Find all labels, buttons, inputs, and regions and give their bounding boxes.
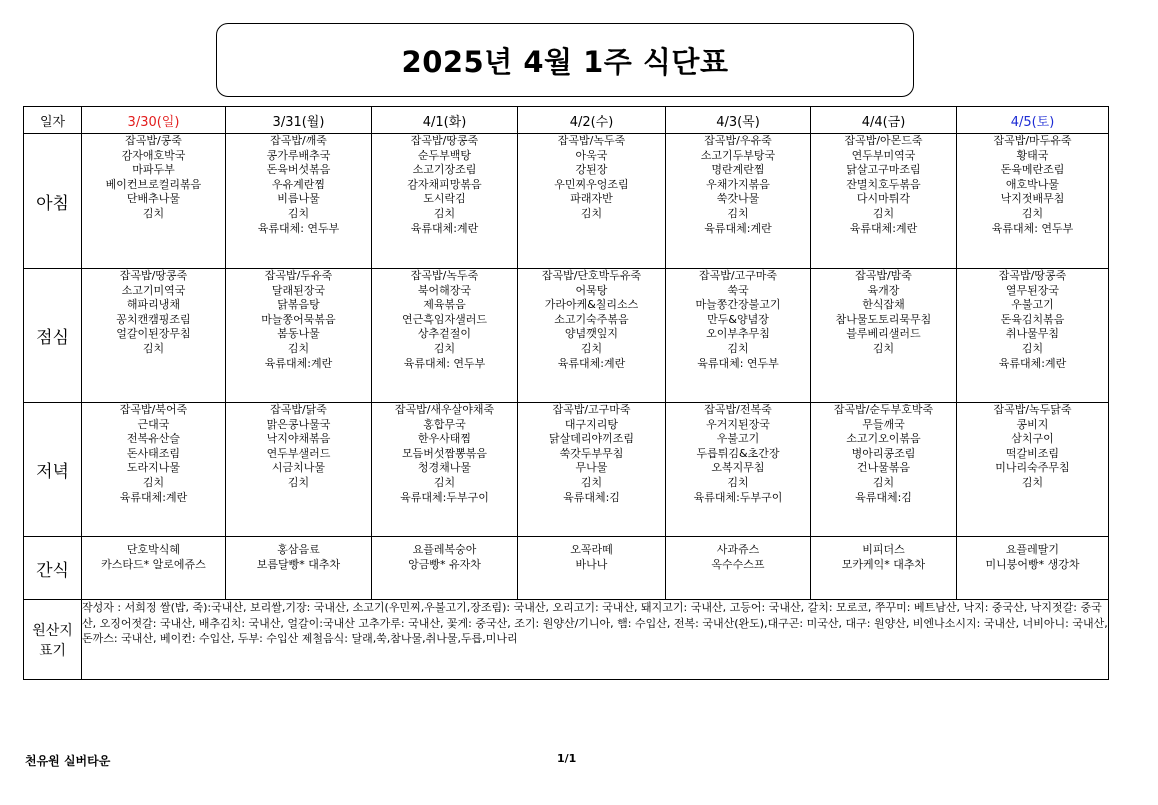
menu-item: 돈육버섯볶음	[266, 163, 331, 177]
menu-cell	[957, 403, 1109, 537]
menu-item: 마늘쫑간장불고기	[695, 298, 781, 312]
menu-item: 육류대체:계란	[704, 221, 772, 235]
menu-item: 제육볶음	[423, 298, 466, 312]
menu-item: 무나물	[575, 461, 608, 475]
menu-item: 미니붕어빵* 생강차	[985, 557, 1080, 571]
menu-item: 두릅튀김&초간장	[696, 446, 780, 460]
menu-item: 사과쥬스	[716, 543, 760, 556]
menu-item: 참나물도토리묵무침	[835, 312, 932, 326]
menu-item: 잡곡밥/우유죽	[704, 134, 772, 147]
menu-item: 낙지젓배무침	[1000, 192, 1065, 206]
menu-item: 잡곡밥/전복죽	[704, 403, 772, 416]
menu-item: 도시락김	[423, 192, 466, 206]
menu-item: 블루베리샐러드	[846, 327, 921, 341]
menu-item: 잡곡밥/마두유죽	[993, 134, 1072, 147]
menu-item: 취나물무침	[1005, 327, 1060, 341]
menu-item: 육류대체:김	[855, 490, 912, 504]
menu-item: 애호박나물	[1005, 177, 1060, 191]
menu-item: 잡곡밥/닭죽	[270, 403, 327, 416]
day-header-thu: 4/3(목)	[666, 107, 811, 134]
menu-item: 홍합무국	[423, 417, 466, 431]
menu-item: 육류대체:계란	[119, 490, 188, 504]
menu-item: 잡곡밥/고구마죽	[552, 403, 631, 416]
menu-item: 강된장	[575, 163, 608, 177]
menu-item: 육류대체: 연두부	[991, 221, 1074, 235]
menu-item: 무들깨국	[862, 417, 905, 431]
menu-item: 마파두부	[132, 163, 175, 177]
menu-item: 우불고기	[1011, 298, 1054, 312]
menu-cell	[666, 134, 811, 269]
menu-item: 김치	[727, 475, 749, 489]
menu-item: 육류대체:계란	[998, 356, 1067, 370]
menu-item: 오이부추무침	[706, 327, 770, 341]
menu-cell	[226, 134, 372, 269]
menu-cell	[226, 269, 372, 403]
menu-item: 잔멸치호두볶음	[846, 177, 921, 191]
menu-item: 북어해장국	[417, 283, 472, 297]
origin-row	[24, 600, 1109, 680]
menu-item: 돈사태조림	[126, 446, 181, 460]
day-header-fri: 4/4(금)	[811, 107, 957, 134]
menu-cell	[811, 537, 957, 600]
menu-item: 육류대체:계란	[410, 221, 479, 235]
menu-cell	[666, 403, 811, 537]
menu-item: 미나리숙주무침	[995, 461, 1070, 475]
menu-item: 닭볶음탕	[277, 298, 320, 312]
menu-item: 김치	[1021, 475, 1044, 489]
menu-item: 비피더스	[862, 543, 905, 556]
menu-item: 파래자반	[570, 192, 613, 206]
menu-item: 삼치구이	[1011, 432, 1054, 446]
menu-cell	[957, 537, 1109, 600]
menu-item: 육류대체:계란	[849, 221, 918, 235]
menu-cell	[518, 269, 666, 403]
menu-item: 시금치나물	[271, 461, 326, 475]
menu-cell	[372, 537, 518, 600]
menu-item: 김치	[872, 475, 895, 489]
menu-item: 김치	[580, 475, 603, 489]
date-label: 일자	[24, 107, 82, 134]
menu-item: 오꼭라떼	[570, 543, 613, 556]
menu-item: 떡갈비조림	[1005, 446, 1060, 460]
menu-item: 꽁치캔캠핑조림	[116, 312, 191, 326]
menu-cell	[82, 537, 226, 600]
menu-item: 김치	[287, 206, 310, 220]
menu-item: 콩가루배추국	[266, 148, 331, 162]
menu-item: 달래된장국	[271, 283, 326, 297]
menu-item: 닭살데리야끼조림	[548, 432, 634, 446]
menu-item: 육류대체: 연두부	[697, 356, 779, 370]
menu-cell	[957, 134, 1109, 269]
menu-item: 명란계란찜	[711, 163, 765, 177]
menu-cell	[666, 269, 811, 403]
menu-item: 한식잡채	[862, 298, 905, 312]
menu-item: 닭살고구마조림	[846, 163, 921, 177]
meal-row-lunch	[24, 269, 1109, 403]
menu-table	[23, 106, 1109, 680]
menu-cell	[226, 403, 372, 537]
menu-item: 모카케익* 대추차	[841, 557, 926, 571]
menu-cell	[957, 269, 1109, 403]
menu-item: 김치	[727, 341, 749, 355]
day-header-sat: 4/5(토)	[957, 107, 1109, 134]
menu-item: 잡곡밥/녹두닭죽	[993, 403, 1072, 416]
menu-cell	[811, 269, 957, 403]
menu-item: 잡곡밥/두유죽	[264, 269, 333, 282]
menu-item: 잡곡밥/땅콩죽	[410, 134, 479, 147]
menu-item: 육류대체:계란	[557, 356, 626, 370]
meal-label-dinner: 저녁	[24, 403, 82, 537]
menu-cell	[82, 269, 226, 403]
menu-item: 소고기숙주볶음	[554, 312, 629, 326]
menu-item: 잡곡밥/땅콩죽	[119, 269, 188, 282]
menu-item: 콩비지	[1016, 417, 1049, 431]
menu-item: 돈육메란조림	[1000, 163, 1065, 177]
menu-item: 도라지나물	[126, 461, 181, 475]
menu-item: 김치	[872, 206, 895, 220]
menu-cell	[82, 134, 226, 269]
menu-item: 김치	[433, 475, 456, 489]
menu-item: 김치	[727, 206, 749, 220]
menu-item: 잡곡밥/단호박두유죽	[541, 269, 642, 282]
menu-item: 오복지무침	[711, 461, 765, 475]
meal-label-breakfast: 아침	[24, 134, 82, 269]
menu-item: 근대국	[137, 417, 170, 431]
menu-item: 감자채피망볶음	[407, 177, 482, 191]
menu-item: 청경채나물	[417, 461, 472, 475]
menu-item: 육류대체:김	[563, 490, 620, 504]
menu-item: 카스타드* 알로에쥬스	[101, 557, 206, 571]
menu-cell	[811, 134, 957, 269]
menu-item: 육류대체: 연두부	[257, 221, 340, 235]
menu-item: 전복유산슬	[126, 432, 181, 446]
menu-item: 김치	[580, 206, 603, 220]
menu-item: 요플레딸기	[1005, 543, 1060, 556]
origin-label: 원산지 표기	[24, 600, 82, 680]
menu-item: 마늘쫑어묵볶음	[261, 312, 336, 326]
menu-item: 건나물볶음	[856, 461, 911, 475]
menu-item: 김치	[433, 341, 456, 355]
menu-item: 앙금빵* 유자차	[408, 557, 481, 571]
menu-item: 김치	[142, 475, 165, 489]
menu-item: 잡곡밥/순두부호박죽	[833, 403, 934, 416]
menu-cell	[518, 403, 666, 537]
menu-item: 육류대체:두부구이	[400, 490, 489, 504]
menu-item: 우불고기	[716, 432, 760, 446]
menu-cell	[518, 537, 666, 600]
menu-item: 연두부샐러드	[266, 446, 331, 460]
menu-item: 순두부백탕	[417, 148, 472, 162]
menu-item: 열무된장국	[1005, 283, 1060, 297]
menu-item: 잡곡밥/콩죽	[125, 134, 182, 147]
menu-item: 김치	[142, 206, 165, 220]
menu-item: 김치	[1021, 341, 1044, 355]
menu-item: 잡곡밥/북어죽	[119, 403, 188, 416]
header-row	[24, 107, 1109, 134]
menu-item: 감자애호박국	[121, 148, 186, 162]
menu-item: 단배추나물	[126, 192, 181, 206]
menu-item: 잡곡밥/녹두죽	[557, 134, 626, 147]
menu-item: 어묵탕	[575, 283, 608, 297]
meal-row-snack	[24, 537, 1109, 600]
page-title: 2025년 4월 1주 식단표	[401, 44, 729, 79]
menu-cell	[666, 537, 811, 600]
menu-item: 잡곡밥/녹두죽	[410, 269, 479, 282]
menu-item: 비름나물	[277, 192, 320, 206]
menu-item: 해파리냉채	[126, 298, 181, 312]
menu-item: 옥수수스프	[711, 557, 765, 571]
menu-item: 황태국	[1016, 148, 1049, 162]
menu-item: 우거지된장국	[706, 417, 770, 431]
meal-row-breakfast	[24, 134, 1109, 269]
menu-item: 봄동나물	[277, 327, 320, 341]
title-box	[216, 23, 914, 97]
menu-item: 가라아케&칠리소스	[544, 298, 639, 312]
footer-page-number: 1/1	[557, 752, 577, 765]
menu-item: 김치	[287, 341, 310, 355]
menu-item: 잡곡밥/깨죽	[270, 134, 327, 147]
menu-item: 바나나	[575, 557, 608, 571]
menu-cell	[372, 134, 518, 269]
menu-cell	[811, 403, 957, 537]
menu-item: 김치	[142, 341, 165, 355]
day-header-mon: 3/31(월)	[226, 107, 372, 134]
menu-item: 육류대체: 연두부	[403, 356, 486, 370]
menu-item: 잡곡밥/밤죽	[855, 269, 912, 282]
menu-item: 소고기두부탕국	[700, 148, 776, 162]
menu-item: 연근흑임자샐러드	[401, 312, 487, 326]
menu-item: 병아리콩조림	[851, 446, 916, 460]
menu-item: 홍삼음료	[277, 543, 320, 556]
menu-item: 잡곡밥/땅콩죽	[998, 269, 1067, 282]
menu-item: 김치	[872, 341, 895, 355]
day-header-sun: 3/30(일)	[82, 107, 226, 134]
menu-item: 육류대체:두부구이	[693, 490, 783, 504]
menu-item: 얼갈이된장무침	[116, 327, 191, 341]
menu-item: 육류대체:계란	[264, 356, 333, 370]
menu-item: 단호박식혜	[126, 543, 181, 556]
menu-item: 맑은콩나물국	[266, 417, 331, 431]
menu-cell	[372, 269, 518, 403]
meal-label-lunch: 점심	[24, 269, 82, 403]
menu-item: 만두&양념장	[707, 312, 769, 326]
footer-org: 천유원 실버타운	[25, 754, 111, 768]
menu-item: 베이컨브로컬리볶음	[105, 177, 202, 191]
menu-item: 김치	[433, 206, 456, 220]
menu-item: 연두부미역국	[851, 148, 916, 162]
menu-item: 돈육김치볶음	[1000, 312, 1065, 326]
menu-item: 잡곡밥/새우살야채죽	[394, 403, 495, 416]
menu-item: 한우사태찜	[417, 432, 472, 446]
menu-item: 우유계란찜	[271, 177, 326, 191]
menu-item: 잡곡밥/고구마죽	[698, 269, 778, 282]
menu-item: 김치	[287, 475, 310, 489]
menu-item: 소고기장조림	[412, 163, 477, 177]
menu-item: 양념깻잎지	[564, 327, 619, 341]
menu-cell	[226, 537, 372, 600]
menu-item: 잡곡밥/아몬드죽	[844, 134, 923, 147]
menu-cell	[518, 134, 666, 269]
day-header-tue: 4/1(화)	[372, 107, 518, 134]
menu-item: 낙지야채볶음	[266, 432, 331, 446]
menu-item: 소고기오이볶음	[846, 432, 921, 446]
menu-item: 소고기미역국	[121, 283, 186, 297]
menu-item: 김치	[1021, 206, 1044, 220]
origin-text: 작성자 : 서희정 쌀(밥, 죽):국내산, 보리쌀,기장: 국내산, 소고기(우민찌,우불고기,장조림): 국내산, 오리고기: 국내산, 돼지고기: 국내산, 고등어: 국내산, 갈치: 모로코, 쭈꾸미: 베트남산, 낙지: 중국산, 낙지젓갈: 중국산, 오징어젓갈: 국내산, 배추김치: 국내산, 얼갈이:국내산 고추가루: 국내산, 꽃게: 중국산, 조기: 원양산/기니아, 햄: 수입산, 전복: 국내산(완도),대구곤: 미국산, 대구: 원양산, 비엔나소시지: 국내산, 너비아니: 국내산, 돈까스: 국내산, 베이컨: 수입산, 두부: 수입산 제철음식: 달래,쑥,참나물,취나물,두릅,미나리	[82, 600, 1109, 680]
menu-item: 요플레복숭아	[412, 543, 477, 556]
menu-item: 쑥국	[727, 283, 749, 297]
day-header-wed: 4/2(수)	[518, 107, 666, 134]
meal-label-snack: 간식	[24, 537, 82, 600]
menu-item: 대구지리탕	[564, 417, 619, 431]
menu-item: 다시마튀각	[856, 192, 911, 206]
menu-item: 아욱국	[575, 148, 608, 162]
menu-item: 육개장	[867, 283, 900, 297]
menu-item: 모듬버섯짬뽕볶음	[401, 446, 487, 460]
menu-item: 우민찌우엉조림	[554, 177, 629, 191]
menu-cell	[82, 403, 226, 537]
menu-item: 보름달빵* 대추차	[256, 557, 341, 571]
menu-item: 쑥갓나물	[716, 192, 760, 206]
menu-cell	[372, 403, 518, 537]
menu-item: 상추겉절이	[417, 327, 472, 341]
menu-item: 쑥갓두부무침	[559, 446, 624, 460]
menu-item: 우채가지볶음	[706, 177, 770, 191]
meal-row-dinner	[24, 403, 1109, 537]
menu-item: 김치	[580, 341, 603, 355]
